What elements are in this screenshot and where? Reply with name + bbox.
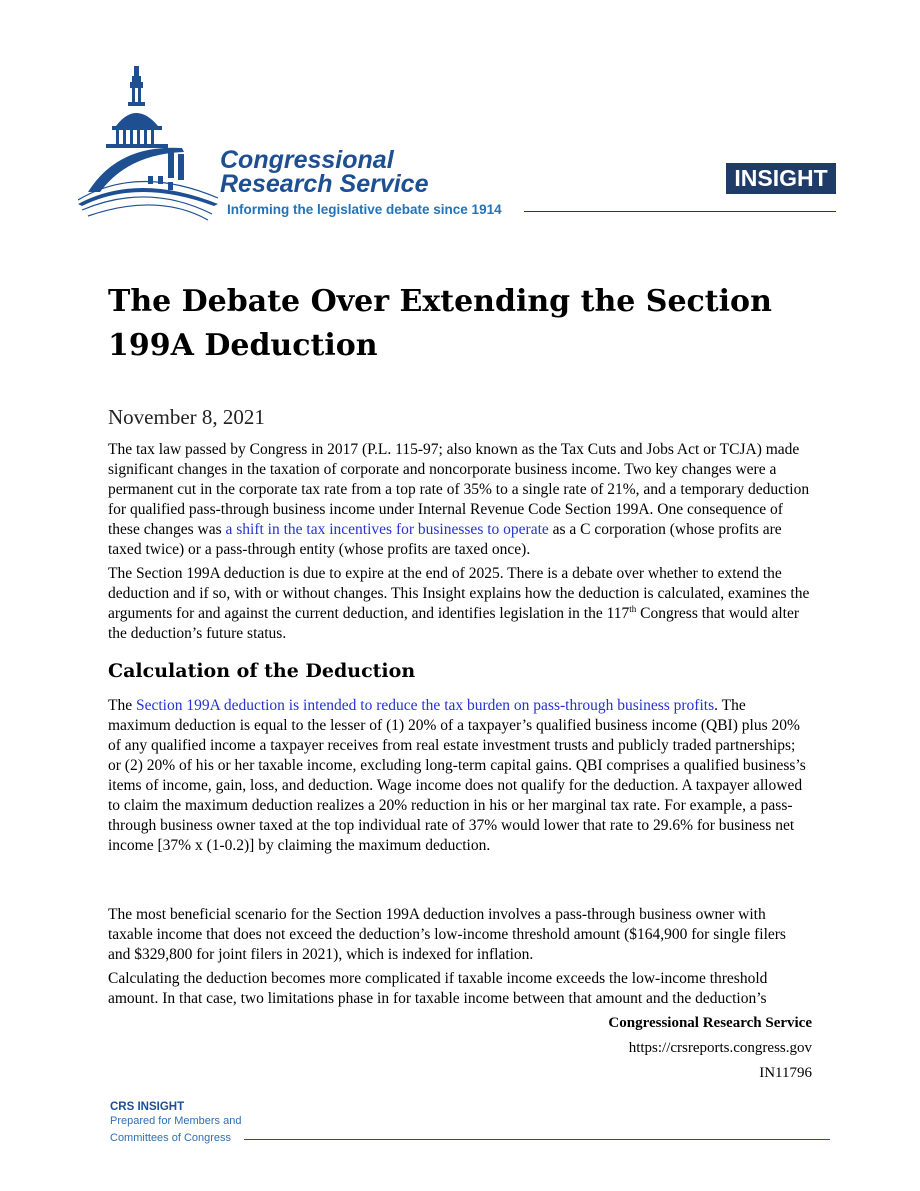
insight-badge: INSIGHT [726, 163, 836, 194]
paragraph-text: The tax law passed by Congress in 2017 (P.L. 115-97; also known as the Tax Cuts and Jobs Act or TCJA) made significant changes in the taxation of corporate and noncorporate business income. Two key changes were a permanent cut in the corporate tax rate from a top rate of 35% to a single rate of 21%, and a temporary deduction for qualified pass-through business income under Internal Revenue Code Section 199A. One consequence of these changes was [108, 441, 810, 538]
org-name-line2: Research Service [220, 170, 429, 198]
crs-prepared-line2: Committees of Congress [110, 1132, 232, 1144]
paragraph-expiration [108, 564, 812, 644]
paragraph-calculation [108, 696, 812, 856]
paragraph-intro [108, 440, 812, 560]
paragraph-text: The Section 199A deduction is due to expire at the end of 2025. There is a debate over whether to extend the deduction and if so, with or without changes. This Insight explains how the deduction is calculated, examines the arguments for and against the current deduction, and identifies legislation in the 117 [108, 565, 810, 622]
publication-date: November 8, 2021 [108, 405, 265, 429]
paragraph-text: . The maximum deduction is equal to the lesser of (1) 20% of a taxpayer’s qualified business income (QBI) plus 20% of any qualified income a taxpayer receives from real estate investment trusts and publicly traded partnerships; or (2) 20% of his or her taxable income, excluding long-term capital gains. QBI comprises a qualified business’s items of income, gain, loss, and deduction. Wage income does not qualify for the deduction. A taxpayer allowed to claim the maximum deduction realizes a 20% reduction in his or her marginal tax rate. For example, a pass-through business owner taxed at the top individual rate of 37% would lower that rate to 29.6% for business net income [37% x (1-0.2)] by claiming the maximum deduction. [108, 697, 806, 854]
crs-prepared-line1: Prepared for Members and [110, 1115, 242, 1127]
paragraph-text: as a C corporation (whose profits are taxed twice) or a pass-through entity (whose profits are taxed once). [108, 521, 782, 558]
superscript: th [629, 603, 637, 614]
link-tax-incentives-shift[interactable]: a shift in the tax incentives for businesses to operate [225, 521, 549, 538]
paragraph-text: Congress that would alter the deduction’s future status. [108, 605, 800, 642]
footer-report-id: IN11796 [759, 1065, 812, 1081]
footer-org: Congressional Research Service [608, 1015, 812, 1031]
crs-capitol-dome-logo [78, 64, 498, 224]
org-name-line1: Congressional [220, 146, 394, 174]
section-heading: Calculation of the Deduction [108, 660, 416, 682]
footer-url[interactable]: https://crsreports.congress.gov [628, 1040, 812, 1056]
header-rule [524, 211, 836, 212]
page-title: The Debate Over Extending the Section 199A Deduction [108, 284, 772, 363]
link-section-199a-intent[interactable]: Section 199A deduction is intended to reduce the tax burden on pass-through business profits [135, 697, 715, 714]
paragraph-text: The [108, 697, 136, 714]
crs-insight-label: CRS INSIGHT [110, 1101, 185, 1113]
paragraph-beneficial-scenario: The most beneficial scenario for the Section 199A deduction involves a pass-through business owner with taxable income that does not exceed the deduction’s low-income threshold amount ($164,900 for single filers and $329,800 for joint filers in 2021), which is indexed for inflation. [108, 906, 786, 963]
footer-rule [244, 1139, 830, 1140]
org-tagline: Informing the legislative debate since 1914 [227, 202, 502, 217]
paragraph-threshold: Calculating the deduction becomes more complicated if taxable income exceeds the low-income threshold amount. In that case, two limitations phase in for taxable income between that amount and the deduction’s [108, 970, 768, 1007]
